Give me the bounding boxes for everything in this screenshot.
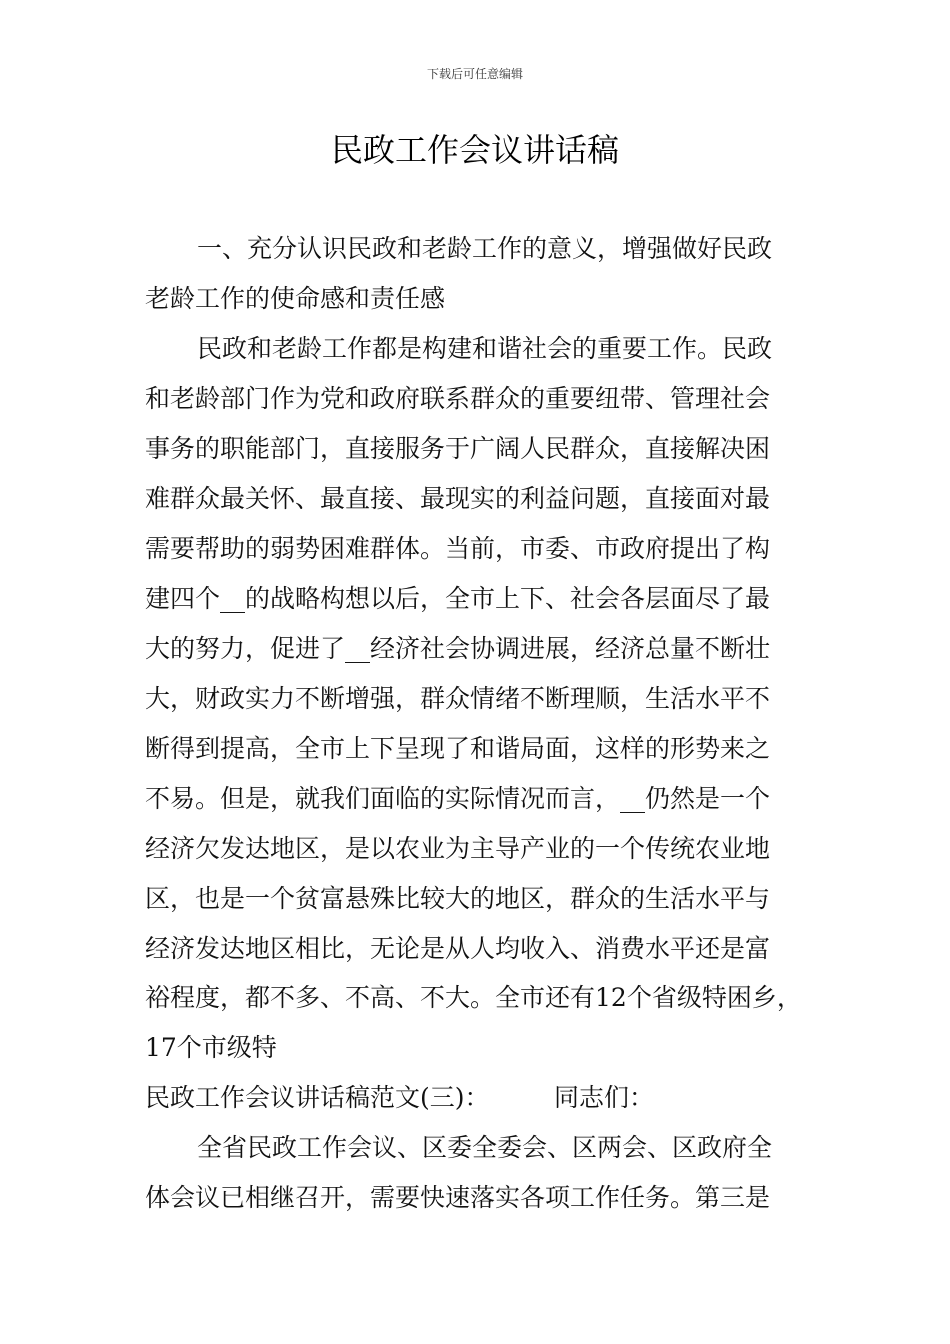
body-line: 经济发达地区相比，无论是从人均收入、消费水平还是富: [145, 934, 771, 963]
body-line: 体会议已相继召开，需要快速落实各项工作任务。第三是: [145, 1183, 771, 1212]
body-line: 老龄工作的使命感和责任感: [145, 284, 446, 313]
body-line: 17个市级特: [145, 1033, 277, 1062]
section-heading: 民政工作会议讲话稿范文(三)：: [145, 1083, 490, 1112]
body-line: 事务的职能部门，直接服务于广阔人民群众，直接解决困: [145, 434, 771, 463]
body-line: 裕程度，都不多、不高、不大。全市还有12个省级特困乡，: [145, 983, 802, 1012]
body-line: 一、充分认识民政和老龄工作的意义，增强做好民政: [197, 234, 773, 263]
greeting: 同志们：: [554, 1083, 655, 1112]
body-line: 断得到提高，全市上下呈现了和谐局面，这样的形势来之: [145, 734, 771, 763]
body-line: 大，财政实力不断增强，群众情绪不断理顺，生活水平不: [145, 684, 771, 713]
body-line: 经济欠发达地区，是以农业为主导产业的一个传统农业地: [145, 834, 771, 863]
document-title: 民政工作会议讲话稿: [330, 131, 619, 169]
body-line: 全省民政工作会议、区委全委会、区两会、区政府全: [197, 1133, 773, 1162]
body-line: 需要帮助的弱势困难群体。当前，市委、市政府提出了构: [145, 534, 771, 563]
body-line: 难群众最关怀、最直接、最现实的利益问题，直接面对最: [145, 484, 771, 513]
page-header-note: 下载后可任意编辑: [426, 67, 523, 81]
body-line: 区，也是一个贫富悬殊比较大的地区，群众的生活水平与: [145, 884, 771, 913]
body-line: 和老龄部门作为党和政府联系群众的重要纽带、管理社会: [145, 384, 771, 413]
body-line: 不易。但是，就我们面临的实际情况而言，__仍然是一个: [145, 784, 771, 813]
body-line: 建四个__的战略构想以后，全市上下、社会各层面尽了最: [145, 584, 771, 613]
body-line: 大的努力，促进了__经济社会协调进展，经济总量不断壮: [145, 634, 771, 663]
body-line: 民政和老龄工作都是构建和谐社会的重要工作。民政: [197, 334, 773, 363]
